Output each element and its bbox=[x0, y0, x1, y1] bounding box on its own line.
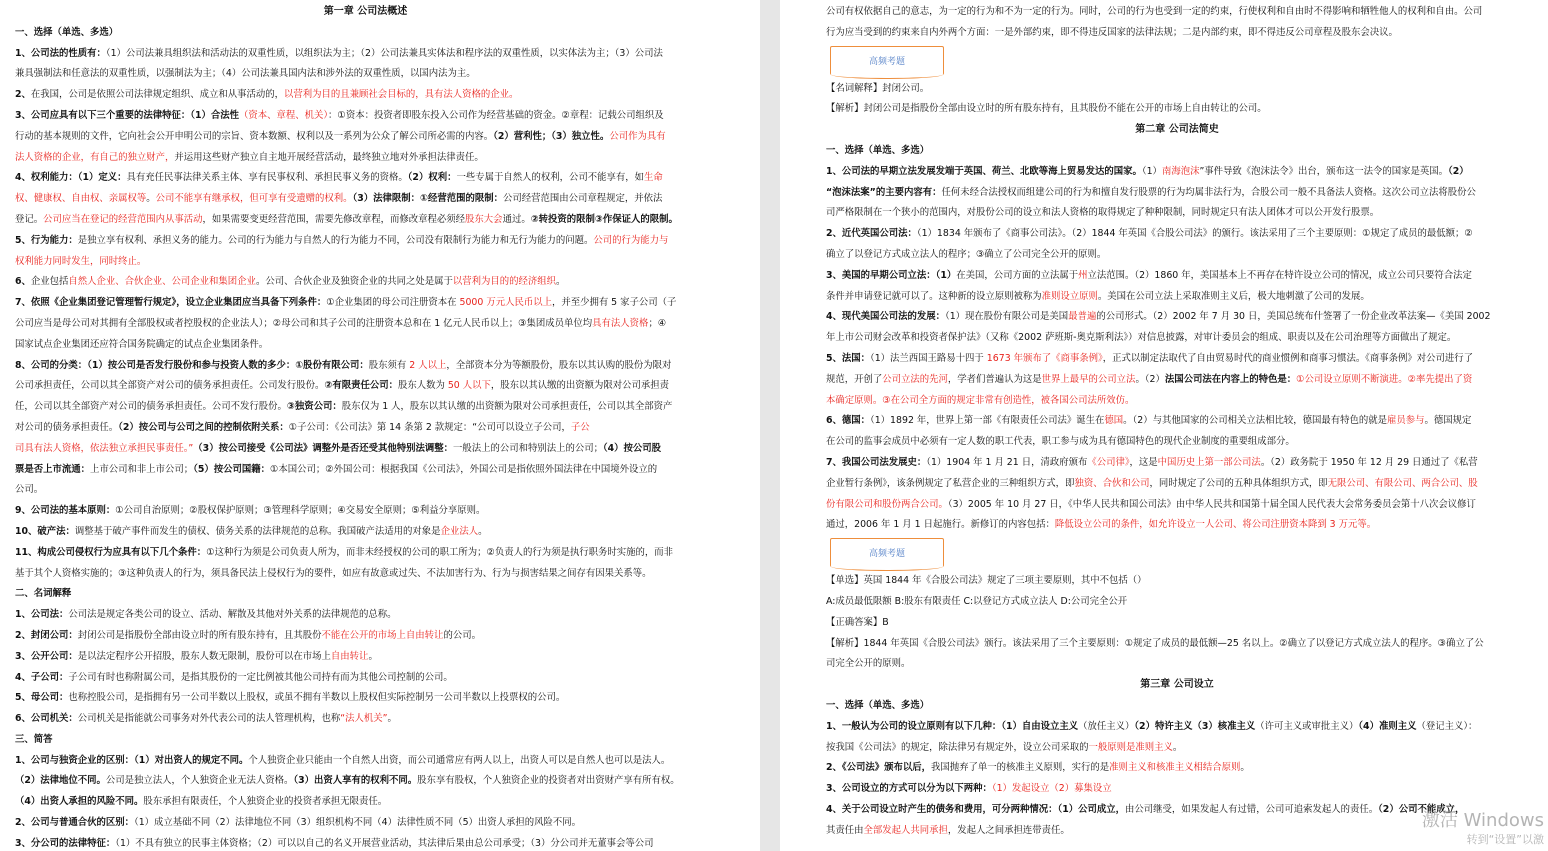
highlighted-text: 雇员参与 bbox=[1386, 415, 1425, 427]
bold-text: 二、名词解释 bbox=[15, 588, 72, 600]
text-run: （1）不具有独立的民事主体资格；（2）可以以自己的名义开展营业活动，其法律后果由总公司承受；（3）分公司并无董事会等公司 bbox=[115, 837, 654, 849]
text-run: 行动的基本规则的文件，它向社会公开申明公司的宗旨、资本数额、权利以及一系列为公众了解公司所必需的内容。 bbox=[15, 130, 494, 142]
bold-text: 5、行为能力： bbox=[15, 234, 78, 246]
bold-text: 3、公开公司： bbox=[15, 650, 78, 662]
bold-text: （2） bbox=[1448, 165, 1469, 177]
text-line bbox=[826, 432, 1528, 453]
text-run: 其责任由 bbox=[826, 824, 864, 836]
bold-text: 一、选择（单选、多选） bbox=[826, 699, 930, 711]
highlighted-text: 本确定原则。③在公司全方面的规定非常有创造性，被各国公司法所效仿。 bbox=[826, 394, 1135, 406]
highlighted-text: 准则主义和核准主义相结合原则 bbox=[1109, 762, 1241, 774]
text-run: 。 bbox=[555, 276, 566, 288]
text-run: （1）法兰西国王路易十四于 bbox=[870, 352, 987, 364]
text-run: 我国抛弃了单一的核准主义原则，实行的是 bbox=[930, 762, 1110, 774]
text-line bbox=[15, 23, 716, 44]
bold-text: 2、《公司法》颁布以后， bbox=[826, 762, 931, 774]
text-line bbox=[826, 349, 1528, 370]
bold-text: 8、公司的分类：（1）按公司是否发行股份和参与投资人数的多少：①股份有限公司： bbox=[15, 359, 369, 371]
text-line bbox=[826, 738, 1528, 759]
bold-text: “泡沫法案”的主要内容有： bbox=[826, 186, 942, 198]
text-run: 。 bbox=[1172, 741, 1183, 753]
text-line bbox=[15, 314, 716, 335]
text-line bbox=[15, 564, 716, 585]
text-run: 股东承担有限责任，个人独资企业的投资者承担无限责任。 bbox=[143, 796, 388, 808]
text-run: 上市公司和非上市公司； bbox=[90, 463, 194, 475]
text-run: 在我国，公司是依照公司法律规定组织、成立和从事活动的， bbox=[30, 89, 285, 101]
text-run: ；④ bbox=[648, 317, 667, 329]
bold-text: 5、母公司： bbox=[15, 692, 69, 704]
text-run: ，同时规定了公司的五种具体组织方式，即 bbox=[1149, 477, 1328, 489]
text-line bbox=[15, 148, 716, 169]
text-line bbox=[15, 127, 716, 148]
bold-text: 6、 bbox=[15, 276, 31, 288]
highlighted-text: 企业法人 bbox=[440, 525, 479, 537]
highlighted-text: 无限公司、有限公司、两合公司、股 bbox=[1327, 477, 1478, 489]
text-line bbox=[15, 543, 716, 564]
text-line bbox=[826, 245, 1528, 266]
text-run: 司完全公开的原则。 bbox=[826, 658, 911, 670]
bold-text: 7、依照《企业集团登记管理暂行规定》，设立企业集团应当具备下列条件： bbox=[15, 297, 327, 309]
bold-text: 1、公司与独资企业的区别：（1）对出资人的规定不同。 bbox=[15, 754, 249, 766]
banner-label: 高频考题 bbox=[868, 549, 905, 560]
highlighted-text: 独资、合伙和公司 bbox=[1074, 477, 1150, 489]
bold-text: （3）出资人享有的权利不同。 bbox=[293, 775, 418, 787]
highlighted-text: 50 人以下 bbox=[447, 380, 491, 392]
text-line bbox=[15, 605, 716, 626]
bold-text: 3、分公司的法律特征： bbox=[15, 837, 116, 849]
bold-text: （4）出资人承担的风险不同。 bbox=[15, 796, 144, 808]
text-run: 调整基于破产事件而发生的债权、债务关系的法律规范的总称。我国破产法适用的对象是 bbox=[74, 525, 441, 537]
text-run: 任，公司以其全部资产对公司的债务承担责任。公司不发行股份。 bbox=[15, 401, 287, 413]
text-line bbox=[826, 287, 1528, 308]
bold-text: （5）按公司国籍： bbox=[193, 463, 270, 475]
text-line bbox=[826, 370, 1528, 391]
text-run: 年上市公司财会改革和投资者保护法》（又称《2002 萨班斯-奥克斯利法》）对信息披露，对审计委员会的组成、职责以及在公司治理等方面做出了规定。 bbox=[826, 332, 1457, 344]
text-run: 公司承担责任，公司以其全部资产对公司的债务承担责任。公司发行股份。 bbox=[15, 380, 325, 392]
text-run: ，发起人之间承担连带责任。 bbox=[947, 824, 1070, 836]
text-run: 基于其个人资格实施的；③这种负责人的行为，须具备民法上侵权行为的要件，如应有故意或过失、不法加害行为、行为与损害结果之间存有因果关系等。 bbox=[15, 567, 652, 579]
text-line bbox=[826, 141, 1528, 162]
text-line bbox=[826, 592, 1528, 613]
bold-text: 3、美国的早期公司立法：（1） bbox=[826, 269, 957, 281]
bold-text: 6、公司机关： bbox=[15, 713, 78, 725]
highlighted-text: 公司的行为能力与 bbox=[593, 234, 669, 246]
text-line bbox=[15, 647, 716, 668]
text-run: ①公司自治原则；②股权保护原则；③管理科学原则；④交易安全原则；⑤利益分享原则。 bbox=[115, 505, 486, 517]
text-run: ，如果需要变更经营范围，需要先修改章程，而修改章程必须经 bbox=[202, 213, 466, 225]
highlighted-text: 自由转让 bbox=[330, 650, 369, 662]
text-line bbox=[826, 515, 1528, 536]
text-run: （3）2005 年 10 月 27 日，《中华人民共和国公司法》由中华人民共和国第十届全国人民代表大会常务委员会第十八次会议修订 bbox=[947, 498, 1476, 510]
text-run: 也称控股公司，是指拥有另一公司半数以上股权，或虽不拥有半数以上股权但实际控制另一公司半数以上投票权的公司。 bbox=[68, 692, 566, 704]
text-run: 一些专属于自然人的权利，公司不能享有，如 bbox=[456, 172, 644, 184]
text-run: 股东须有 bbox=[368, 359, 410, 371]
bold-text: 10、破产法： bbox=[15, 525, 75, 537]
bold-text: 第二章 公司法简史 bbox=[1135, 124, 1219, 136]
text-run: 确立了以登记方式成立法人的程序；③确立了公司完全公开的原则。 bbox=[826, 248, 1107, 260]
bold-text: 票是否上市流通： bbox=[15, 463, 91, 475]
highlighted-text: （资本、章程、机关） bbox=[238, 109, 329, 121]
text-line bbox=[15, 688, 716, 709]
text-line bbox=[826, 203, 1528, 224]
text-line bbox=[15, 751, 716, 772]
bold-text: 一、选择（单选、多选） bbox=[15, 26, 119, 38]
text-run: （1） bbox=[1141, 165, 1162, 177]
highlighted-text: （1）发起设立（2）募集设立 bbox=[991, 783, 1112, 795]
windows-activation-watermark bbox=[1422, 810, 1544, 847]
text-line bbox=[826, 758, 1528, 779]
text-line bbox=[826, 224, 1528, 245]
text-line bbox=[826, 391, 1528, 412]
text-run: 《公司法》第 14 条第 2 款规定：“公司可以设立子公司， bbox=[334, 421, 571, 433]
text-run: 股东仅为 1 人，股东以其认缴的出资额为限对公司承担责任，公司以其全部资产 bbox=[341, 401, 673, 413]
text-run: （放任主义） bbox=[1078, 720, 1135, 732]
text-run: 公司应当是母公司对其拥有全部股权或者控股权的企业法人）；②母公司和其子公司的注册资本总和在 1 亿元人民币以上；③集团成员单位均 bbox=[15, 317, 593, 329]
text-run: 。美国在公司立法上采取准则主义后，极大地刺激了公司的发展。 bbox=[1097, 290, 1370, 302]
highlighted-text: 5000 万元人民币以上 bbox=[459, 297, 552, 309]
bold-text: 4、子公司： bbox=[15, 671, 69, 683]
text-run: 。 bbox=[368, 650, 378, 662]
bold-text: （4）准则主义 bbox=[1358, 720, 1417, 732]
highlighted-text: 法人资格的企业，有自己的独立财产， bbox=[15, 151, 175, 163]
text-run: 立法范围。（2）1860 年，美国基本上不再存在特许设立公司的情况，成立公司只要符合法定 bbox=[1087, 269, 1472, 281]
text-line bbox=[15, 272, 716, 293]
text-run: 的公司形式。（2）2002 年 7 月 30 日，美国总统布什签署了一份企业改革法案—《美国 2002 bbox=[1096, 311, 1491, 323]
bold-text: （2）法律地位不同。 bbox=[15, 775, 106, 787]
text-run: 公司是独立法人，个人独资企业无法人资格。 bbox=[105, 775, 294, 787]
text-line bbox=[826, 474, 1528, 495]
text-line bbox=[826, 79, 1528, 100]
text-run: 【单选】英国 1844 年《合股公司法》规定了三项主要原则，其中不包括（） bbox=[826, 575, 1147, 587]
text-run: （登记主义）： bbox=[1416, 720, 1478, 732]
text-line bbox=[15, 356, 716, 377]
highlighted-text: 公司立法的先河 bbox=[882, 373, 948, 385]
highlighted-text: 公司不能享有继承权，但可享有受遗赠的权利。 bbox=[155, 193, 353, 205]
text-run: 通过。 bbox=[502, 213, 531, 225]
bold-text: 4、现代美国公司法的发展： bbox=[826, 311, 946, 323]
highlighted-text: 世界上最早的公司立法 bbox=[1041, 373, 1136, 385]
chapter-heading bbox=[826, 120, 1528, 141]
text-line bbox=[826, 613, 1528, 634]
highlighted-text: 州 bbox=[1078, 269, 1088, 281]
text-line bbox=[15, 210, 716, 231]
bold-text: 11、构成公司侵权行为应具有以下几个条件： bbox=[15, 546, 207, 558]
text-run: 在公司的监事会成员中必须有一定人数的职工代表，职工参与成为具有德国特色的现代企业制度的重要组成部分。 bbox=[826, 436, 1295, 448]
bold-text: （3）按公司接受《公司法》调整外是否还受其他特别法调整： bbox=[193, 442, 453, 454]
highlighted-text: 不能在公开的市场上自由转让 bbox=[321, 629, 444, 641]
text-run: ，股东以其认缴的出资额为限对公司承担责 bbox=[490, 380, 670, 392]
text-line bbox=[826, 183, 1528, 204]
highlighted-text: 权利能力同时发生，同时终止。 bbox=[15, 255, 147, 267]
bold-text: （2）特许主义（3）核准主义 bbox=[1134, 720, 1256, 732]
bold-text: 2、 bbox=[15, 89, 31, 101]
text-run: 股东享有股权，个人独资企业的投资者对出资财产享有所有权。 bbox=[417, 775, 680, 787]
text-run: 任何未经合法授权而组建公司的行为和擅自发行股票的行为均属非法行为，合股公司一般不具备法人资格。这次公司立法将股份公 bbox=[941, 186, 1476, 198]
text-run: 【正确答案】B bbox=[826, 616, 889, 628]
highlighted-text: 《公司律》 bbox=[1087, 456, 1130, 468]
text-line bbox=[826, 2, 1528, 23]
text-line bbox=[15, 771, 716, 792]
text-run: （许可主义或审批主义） bbox=[1255, 720, 1359, 732]
text-run: （1）1904 年 1 月 21 日，清政府颁布 bbox=[926, 456, 1088, 468]
document-page-left bbox=[0, 0, 760, 851]
highlighted-text: 2 人以上 bbox=[409, 359, 447, 371]
highlighted-text: 1673 年颁布了《商事条例》 bbox=[986, 352, 1103, 364]
watermark-line-1: 激活 Windows bbox=[1421, 810, 1544, 831]
text-run: 具有充任民事法律关系主体、享有民事权利、承担民事义务的资格。 bbox=[126, 172, 408, 184]
text-run: 子公司有时也称附属公司，是指其股份的一定比例被其他公司持有而为其他公司控制的公司。 bbox=[68, 671, 453, 683]
bold-text: ②转投资的限制③作保证人的限制。 bbox=[530, 213, 678, 225]
text-run: 并运用这些财产独立自主地开展经营活动，最终独立地对外承担法律责任。 bbox=[174, 151, 484, 163]
text-run: ：①资本：投资者即股东投入公司作为经营基础的资金。②章程：记载公司组织及 bbox=[328, 109, 664, 121]
bold-text: 法国公司法在内容上的特色是： bbox=[1164, 373, 1297, 385]
bold-text: 3、公司应具有以下三个重要的法律特征：（1）合法性 bbox=[15, 109, 239, 121]
highlighted-text: 南海泡沫 bbox=[1161, 165, 1200, 177]
bold-text: 2、公司与普通合伙的区别： bbox=[15, 817, 135, 829]
highlighted-text: 公司作为具有 bbox=[609, 130, 666, 142]
text-line bbox=[826, 307, 1528, 328]
text-run: 规范，开创了 bbox=[826, 373, 883, 385]
bold-text: 5、法国： bbox=[826, 352, 871, 364]
text-run: ，正式以制定法取代了自由贸易时代的商业惯例和商事习惯法。《商事条例》对公司进行了 bbox=[1102, 352, 1474, 364]
text-line bbox=[15, 106, 716, 127]
text-run: ”事件导致《泡沫法令》出台，颁布这一法令的国家是英国。 bbox=[1199, 165, 1449, 177]
bold-text: ③独资公司： bbox=[286, 401, 342, 413]
banner-label: 高频考题 bbox=[868, 56, 905, 67]
text-line bbox=[15, 480, 716, 501]
text-line bbox=[15, 709, 716, 730]
chapter-heading bbox=[15, 2, 716, 23]
text-run: ，并至少拥有 5 家子公司（子 bbox=[551, 297, 677, 309]
text-run: 。 bbox=[387, 713, 397, 725]
text-line bbox=[15, 522, 716, 543]
text-run: 公司经营范围由公司章程规定，并依法 bbox=[502, 193, 663, 205]
bold-text: （2）按公司与公司之间的控制依附关系： bbox=[118, 421, 289, 433]
highlighted-text: 司具有法人资格，依法独立承担民事责任。” bbox=[15, 442, 194, 454]
text-run: 。 bbox=[146, 193, 156, 205]
text-line bbox=[826, 328, 1528, 349]
text-run: 企业暂行条例》，该条例规定了私营企业的三种组织方式，即 bbox=[826, 477, 1075, 489]
highlighted-text: 一般原则是准则主义 bbox=[1088, 741, 1173, 753]
text-line bbox=[15, 501, 716, 522]
document-page-right bbox=[780, 0, 1548, 851]
highlighted-text: 份有限公司和股份两合公司。 bbox=[826, 498, 948, 510]
text-run: 。 bbox=[478, 525, 488, 537]
bold-text: 一、选择（单选、多选） bbox=[826, 144, 930, 156]
text-run: （1）公司法兼具组织法和活动法的双重性质，以组织法为主；（2）公司法兼具实体法和程序法的双重性质，以实体法为主；（3）公司法 bbox=[105, 47, 663, 59]
text-run: （1）成立基础不同（2）法律地位不同（3）组织机构不同（4）法律性质不同（5）出资人承担的风险不同。 bbox=[134, 817, 582, 829]
bold-text: （2）权利： bbox=[407, 172, 457, 184]
text-line bbox=[826, 717, 1528, 738]
text-run: 公司有权依据自己的意志，为一定的行为和不为一定的行为。同时，公司的行为也受到一定的约束，行使权利和自由时不得影响和牺牲他人的权利和自由。公司 bbox=[826, 6, 1483, 17]
text-run: 企业包括 bbox=[30, 276, 69, 288]
bold-text: 第一章 公司法概述 bbox=[323, 6, 408, 17]
text-run: 。（2）与其他国家的公司相关立法相比较，德国最有特色的就是 bbox=[1123, 415, 1387, 427]
highlighted-text: 准则设立原则 bbox=[1041, 290, 1098, 302]
text-run: 。（2）政务院于 1950 年 12 月 29 日通过了《私营 bbox=[1260, 456, 1478, 468]
text-line bbox=[15, 439, 716, 460]
text-run: A:成员最低限额 B:股东有限责任 C:以登记方式成立法人 D:公司完全公开 bbox=[826, 595, 1128, 607]
bold-text: （4）按公司股 bbox=[602, 442, 662, 454]
text-line bbox=[15, 626, 716, 647]
bold-text: （2）营利性；（3）独立性。 bbox=[493, 130, 610, 142]
highlighted-text: 以营利为目的且兼顾社会目标的，具有法人资格的企业。 bbox=[284, 89, 519, 101]
text-run: 。（2） bbox=[1135, 373, 1165, 385]
text-run: 个人独资企业只能由一个自然人出资，而公司通常应有两人以上，出资人可以是自然人也可以是法人。 bbox=[248, 754, 671, 766]
text-run: 对公司的债务承担责任。 bbox=[15, 421, 119, 433]
text-line bbox=[15, 730, 716, 751]
bold-text: 2、封闭公司： bbox=[15, 629, 78, 641]
highlighted-text: “法人机关” bbox=[340, 713, 388, 725]
text-run: （1）1834 年颁布了《商事公司法》。（2）1844 年英国《合股公司法》的颁行。该法采用了三个主要原则：①规定了成员的最低额；② bbox=[916, 228, 1473, 240]
text-line bbox=[15, 834, 716, 851]
bold-text: 4、权利能力：（1）定义： bbox=[15, 172, 127, 184]
text-run: 是以法定程序公开招股，股东人数无限制，股份可以在市场上 bbox=[77, 650, 331, 662]
text-run: （1）1892 年，世界上第一部《有限责任公司法》诞生在 bbox=[870, 415, 1105, 427]
text-run: 国家试点企业集团还应符合国务院确定的试点企业集团条件。 bbox=[15, 338, 269, 350]
text-run: 【解析】1844 年英国《合股公司法》颁行。该法采用了三个主要原则：①规定了成员的最低额—25 名以上。②确立了以登记方式成立法人的程序。③确立了公 bbox=[826, 637, 1484, 649]
text-run: 按我国《公司法》的规定，除法律另有规定外，设立公司采取的 bbox=[826, 741, 1089, 753]
text-line bbox=[826, 99, 1528, 120]
text-run: 公司机关是指能就公司事务对外代表公司的法人管理机构，也称 bbox=[77, 713, 341, 725]
text-run: 封闭公司是指股份全部由设立时的所有股东持有，且其股份 bbox=[77, 629, 322, 641]
text-run: ①子公司： bbox=[288, 421, 335, 433]
text-run: 由公司继受，如果发起人有过错，公司可追索发起人的责任。 bbox=[1124, 803, 1379, 815]
text-line bbox=[15, 376, 716, 397]
high-frequency-question-banner bbox=[826, 536, 1528, 571]
text-line bbox=[826, 779, 1528, 800]
text-run: 司严格限制在一个狭小的范围内，对股份公司的设立和法人资格的取得规定了种种限制，同时规定只有法人团体才可以公开发行股票。 bbox=[826, 207, 1380, 219]
chapter-heading bbox=[826, 675, 1528, 696]
bold-text: 三、简答 bbox=[15, 733, 53, 745]
highlighted-text: 公司应当在登记的经营范围内从事活动 bbox=[43, 213, 203, 225]
text-line bbox=[15, 813, 716, 834]
text-run: 一般法上的公司和特别法上的公司； bbox=[452, 442, 603, 454]
text-run: 在美国，公司方面的立法属于 bbox=[956, 269, 1079, 281]
text-line bbox=[15, 168, 716, 189]
highlighted-text: 生命 bbox=[643, 172, 663, 184]
text-run: 是独立享有权利、承担义务的能力。公司的行为能力与自然人的行为能力不同，公司没有限制行为能力和无行为能力的问题。 bbox=[77, 234, 594, 246]
text-line bbox=[826, 654, 1528, 675]
text-line bbox=[15, 64, 716, 85]
highlighted-text: 全部发起人共同承担 bbox=[863, 824, 948, 836]
bold-text: 1、公司法的性质有： bbox=[15, 47, 106, 59]
text-line bbox=[15, 584, 716, 605]
text-run: 。德国规定 bbox=[1424, 415, 1472, 427]
text-line bbox=[826, 696, 1528, 717]
text-line bbox=[826, 634, 1528, 655]
text-line bbox=[15, 252, 716, 273]
text-run: 兼具强制法和任意法的双重性质，以强制法为主；（4）公司法兼具国内法和涉外法的双重性质，以国内法为主。 bbox=[15, 68, 476, 80]
bold-text: 1、公司法： bbox=[15, 609, 69, 621]
text-run: 公司法是规定各类公司的设立、活动、解散及其他对外关系的法律规范的总称。 bbox=[68, 609, 397, 621]
text-line bbox=[826, 453, 1528, 474]
text-run: 行为应当受到的约束来自内外两个方面：一是外部约束，即不得违反国家的法律法规；二是内部约束，即不得违反公司章程及股东会决议。 bbox=[826, 26, 1398, 38]
highlighted-text: 股东大会 bbox=[465, 213, 503, 225]
text-run: ①本国公司；②外国公司：根据我国《公司法》，外国公司是指依照外国法律在中国境外设立的 bbox=[270, 463, 658, 475]
text-line bbox=[15, 418, 716, 439]
text-line bbox=[15, 189, 716, 210]
bold-text: 3、公司设立的方式可以分为以下两种： bbox=[826, 783, 992, 795]
bold-text: 1、公司法的早期立法发展发端于英国、荷兰、北欧等海上贸易发达的国家。 bbox=[826, 165, 1142, 177]
highlighted-text: 权、健康权、自由权、亲属权等 bbox=[15, 193, 147, 205]
bold-text: （2）公司不能成立， bbox=[1378, 803, 1465, 815]
bold-text: 1、一般认为公司的设立原则有以下几种：（1）自由设立主义 bbox=[826, 720, 1079, 732]
text-line bbox=[826, 411, 1528, 432]
text-run: 的公司。 bbox=[443, 629, 481, 641]
highlighted-text: 具有法人资格 bbox=[592, 317, 649, 329]
highlighted-text: 德国 bbox=[1104, 415, 1124, 427]
highlighted-text: 自然人企业、合伙企业、公司企业和集团企业 bbox=[68, 276, 256, 288]
text-run: ，这是 bbox=[1129, 456, 1158, 468]
text-run: ，学者们普遍认为这是 bbox=[947, 373, 1042, 385]
bold-text: 4、关于公司设立时产生的债务和费用，可分两种情况：（1）公司成立， bbox=[826, 803, 1125, 815]
bold-text: 2、近代英国公司法： bbox=[826, 228, 917, 240]
text-line bbox=[15, 668, 716, 689]
text-run: 公司。 bbox=[15, 484, 44, 496]
text-line bbox=[15, 335, 716, 356]
text-run: 【名词解释】封闭公司。 bbox=[826, 82, 930, 94]
text-line bbox=[826, 23, 1528, 44]
text-run: （1）现在股份有限公司是美国 bbox=[945, 311, 1069, 323]
highlighted-text: 以营利为目的的经济组织 bbox=[452, 276, 556, 288]
text-run: 。公司、合伙企业及独资企业的共同之处是属于 bbox=[255, 276, 453, 288]
text-line bbox=[826, 266, 1528, 287]
text-run: 【解析】封闭公司是指股份全部由设立时的所有股东持有，且其股份不能在公开的市场上自由转让的公司。 bbox=[826, 103, 1267, 115]
text-line bbox=[826, 495, 1528, 516]
bold-text: 第三章 公司设立 bbox=[1140, 679, 1214, 691]
text-line bbox=[15, 460, 716, 481]
text-line bbox=[826, 162, 1528, 183]
text-run: 条件并申请登记就可以了。这种新的设立原则被称为 bbox=[826, 290, 1042, 302]
text-run: ①企业集团的母公司注册资本在 bbox=[326, 297, 460, 309]
text-run: 。 bbox=[1240, 762, 1250, 774]
highlighted-text: ①公司设立原则不断演进。②率先提出了资 bbox=[1296, 373, 1473, 385]
text-run: 通过，2006 年 1 月 1 日起施行。新修订的内容包括： bbox=[826, 519, 1055, 531]
text-run: ，全部资本分为等额股份，股东以其认购的股份为限对 bbox=[446, 359, 672, 371]
text-line bbox=[15, 231, 716, 252]
high-frequency-question-banner bbox=[826, 44, 1528, 79]
text-run: 登记。 bbox=[15, 213, 44, 225]
highlighted-text: 最普遍 bbox=[1068, 311, 1097, 323]
highlighted-text: 中国历史上第一部公司法 bbox=[1157, 456, 1261, 468]
bold-text: 9、公司法的基本原则： bbox=[15, 505, 116, 517]
highlighted-text: 降低设立公司的条件，如允许设立一人公司、将公司注册资本降到 3 万元等。 bbox=[1054, 519, 1377, 531]
text-line bbox=[15, 792, 716, 813]
text-line bbox=[826, 571, 1528, 592]
watermark-line-2: 转到“设置”以激 bbox=[1466, 833, 1544, 846]
banner-tag bbox=[830, 538, 944, 567]
text-line bbox=[15, 85, 716, 106]
bold-text: ②有限责任公司： bbox=[324, 380, 398, 392]
bold-text: 7、我国公司法发展史： bbox=[826, 456, 927, 468]
text-line bbox=[15, 293, 716, 314]
text-line bbox=[15, 44, 716, 65]
bold-text: （3）法律限制：①经营范围的限制： bbox=[352, 193, 503, 205]
text-line bbox=[15, 397, 716, 418]
highlighted-text: 子公 bbox=[570, 421, 590, 433]
text-run: ①这种行为须是公司负责人所为，而非未经授权的公司的职工所为；②负责人的行为须是执行职务时实施的，而非 bbox=[206, 546, 674, 558]
bold-text: 6、德国： bbox=[826, 415, 871, 427]
text-run: 股东人数为 bbox=[397, 380, 448, 392]
banner-tag bbox=[830, 46, 944, 75]
